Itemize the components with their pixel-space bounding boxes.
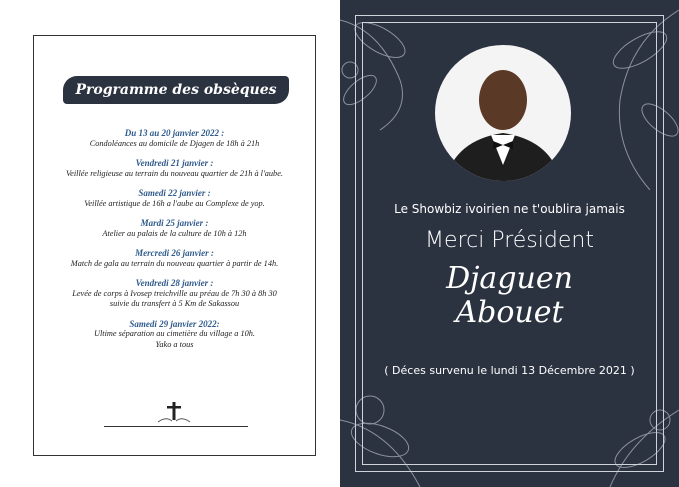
event-description: Levée de corps à Ivosep treichville au préau de 7h 30 à 8h 30: [72, 288, 277, 298]
event-description: Condoléances au domicile de Djagen de 18h à 21h: [89, 138, 260, 148]
event-list: [34, 128, 315, 359]
event-date: Vendredi 28 janvier :: [135, 278, 214, 288]
event-item: [34, 319, 315, 351]
divider: [104, 426, 248, 427]
event-description: Match de gala au terrain du nouveau quartier à partir de 14h.: [70, 258, 279, 268]
event-description: Atelier au palais de la culture de 10h à 12h: [102, 228, 247, 238]
event-description: Veillée religieuse au terrain du nouveau quartier de 21h à l'aube.: [66, 168, 283, 178]
event-item: [34, 188, 315, 209]
program-card: [33, 35, 316, 456]
event-item: [34, 158, 315, 179]
name-last: Abouet: [455, 295, 564, 330]
event-date: Samedi 29 janvier 2022:: [129, 318, 220, 329]
death-note: ( Déces survenu le lundi 13 Décembre 2021 ): [384, 364, 635, 377]
event-item: [34, 278, 315, 310]
portrait-photo: [435, 45, 571, 181]
tribute-panel: [340, 0, 679, 487]
event-description: Ultime séparation au cimetière du village a 10h.: [94, 329, 255, 338]
program-title: Programme des obsèques: [63, 76, 289, 104]
event-item: [34, 248, 315, 269]
deceased-name: [340, 262, 679, 330]
cross-icon: [154, 402, 194, 424]
tagline: Le Showbiz ivoirien ne t'oublira jamais: [394, 202, 625, 216]
event-item: [34, 218, 315, 239]
event-date: Vendredi 21 janvier :: [135, 158, 214, 168]
event-date: Du 13 au 20 janvier 2022 :: [124, 128, 225, 138]
event-description: Veillée artistique de 16h a l'aube au Complexe de yop.: [84, 198, 265, 208]
event-date: Mardi 25 janvier :: [140, 218, 209, 228]
event-date: Mercredi 26 janvier :: [135, 248, 214, 258]
event-item: [34, 128, 315, 149]
event-date: Samedi 22 janvier :: [138, 188, 211, 198]
event-description: Yako a tous: [155, 339, 194, 349]
name-first: Djaguen: [446, 261, 573, 296]
event-description: suivie du transfert à 5 Km de Sakassou: [109, 299, 240, 308]
headline: Merci Président: [425, 228, 594, 253]
